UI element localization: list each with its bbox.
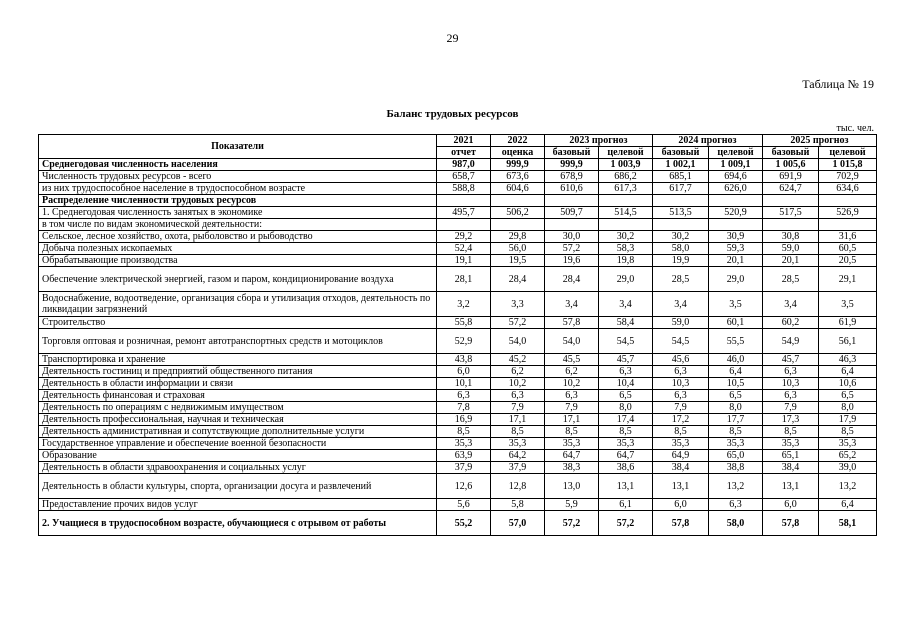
- row-value: 6,0: [653, 499, 709, 511]
- row-value: 35,3: [491, 438, 545, 450]
- row-value: 3,4: [545, 292, 599, 317]
- row-value: 1 009,1: [709, 159, 763, 171]
- row-value: 10,1: [437, 378, 491, 390]
- row-label: Среднегодовая численность населения: [39, 159, 437, 171]
- table-row: [39, 219, 877, 231]
- row-label: 1. Среднегодовая численность занятых в экономике: [39, 207, 437, 219]
- row-value: 588,8: [437, 183, 491, 195]
- row-value: 35,3: [763, 438, 819, 450]
- row-value: 1 015,8: [819, 159, 877, 171]
- row-value: [763, 195, 819, 207]
- row-value: 28,4: [545, 267, 599, 292]
- row-value: 3,4: [763, 292, 819, 317]
- table-row: [39, 511, 877, 536]
- row-value: [545, 219, 599, 231]
- row-value: 55,5: [709, 329, 763, 354]
- row-value: 6,3: [653, 366, 709, 378]
- row-value: 13,1: [599, 474, 653, 499]
- row-value: 12,6: [437, 474, 491, 499]
- row-label: Обрабатывающие производства: [39, 255, 437, 267]
- row-value: 691,9: [763, 171, 819, 183]
- row-value: 19,6: [545, 255, 599, 267]
- table-row: [39, 183, 877, 195]
- row-value: 58,4: [599, 317, 653, 329]
- row-value: [437, 195, 491, 207]
- table-row: [39, 414, 877, 426]
- table-row: [39, 462, 877, 474]
- table-row: [39, 499, 877, 511]
- row-value: 8,0: [599, 402, 653, 414]
- row-value: 29,0: [599, 267, 653, 292]
- row-value: 38,4: [653, 462, 709, 474]
- row-value: 3,5: [709, 292, 763, 317]
- row-value: 514,5: [599, 207, 653, 219]
- row-value: 10,2: [491, 378, 545, 390]
- row-value: 7,9: [545, 402, 599, 414]
- row-value: 17,4: [599, 414, 653, 426]
- table-row: [39, 195, 877, 207]
- row-value: 30,9: [709, 231, 763, 243]
- row-label: Транспортировка и хранение: [39, 354, 437, 366]
- table-row: [39, 317, 877, 329]
- row-value: 35,3: [437, 438, 491, 450]
- row-value: 30,2: [653, 231, 709, 243]
- row-value: 8,5: [709, 426, 763, 438]
- row-value: 64,7: [599, 450, 653, 462]
- row-value: 6,4: [819, 366, 877, 378]
- row-value: 38,8: [709, 462, 763, 474]
- row-value: 685,1: [653, 171, 709, 183]
- row-value: 37,9: [437, 462, 491, 474]
- row-value: 56,1: [819, 329, 877, 354]
- table-row: [39, 207, 877, 219]
- header-2024-base: базовый: [653, 147, 709, 159]
- row-value: 38,3: [545, 462, 599, 474]
- row-value: 506,2: [491, 207, 545, 219]
- row-value: 626,0: [709, 183, 763, 195]
- row-label: Торговля оптовая и розничная, ремонт автотранспортных средств и мотоциклов: [39, 329, 437, 354]
- header-year-2025: 2025 прогноз: [763, 135, 877, 147]
- row-value: 3,2: [437, 292, 491, 317]
- row-label: Водоснабжение, водоотведение, организация сбора и утилизация отходов, деятельность по ликвидации загрязнений: [39, 292, 437, 317]
- table-title: Баланс трудовых ресурсов: [386, 108, 519, 120]
- row-value: 8,0: [709, 402, 763, 414]
- row-value: 55,8: [437, 317, 491, 329]
- row-value: 10,3: [653, 378, 709, 390]
- row-value: 509,7: [545, 207, 599, 219]
- row-value: 31,6: [819, 231, 877, 243]
- row-value: 10,6: [819, 378, 877, 390]
- row-value: 19,1: [437, 255, 491, 267]
- header-report: отчет: [437, 147, 491, 159]
- row-value: 52,9: [437, 329, 491, 354]
- table-row: [39, 354, 877, 366]
- row-value: 7,9: [763, 402, 819, 414]
- row-value: 5,6: [437, 499, 491, 511]
- row-value: 43,8: [437, 354, 491, 366]
- row-value: 57,2: [545, 243, 599, 255]
- row-value: 526,9: [819, 207, 877, 219]
- row-value: 52,4: [437, 243, 491, 255]
- header-year-2023: 2023 прогноз: [545, 135, 653, 147]
- row-value: 61,9: [819, 317, 877, 329]
- row-value: 28,5: [763, 267, 819, 292]
- row-value: 35,3: [709, 438, 763, 450]
- row-value: 54,9: [763, 329, 819, 354]
- row-value: [653, 219, 709, 231]
- row-value: 20,5: [819, 255, 877, 267]
- row-value: 6,3: [491, 390, 545, 402]
- row-value: 6,5: [599, 390, 653, 402]
- row-value: 37,9: [491, 462, 545, 474]
- row-value: 29,0: [709, 267, 763, 292]
- row-value: 45,2: [491, 354, 545, 366]
- row-value: 46,0: [709, 354, 763, 366]
- row-value: 60,1: [709, 317, 763, 329]
- row-value: 54,0: [545, 329, 599, 354]
- header-2025-base: базовый: [763, 147, 819, 159]
- row-value: 1 002,1: [653, 159, 709, 171]
- row-label: Деятельность в области информации и связи: [39, 378, 437, 390]
- row-value: 59,0: [653, 317, 709, 329]
- row-value: 6,0: [437, 366, 491, 378]
- row-value: 58,3: [599, 243, 653, 255]
- table-row: [39, 267, 877, 292]
- row-value: 58,1: [819, 511, 877, 536]
- row-value: 64,9: [653, 450, 709, 462]
- row-value: 686,2: [599, 171, 653, 183]
- row-value: 6,3: [545, 390, 599, 402]
- row-value: 6,3: [599, 366, 653, 378]
- row-value: 57,8: [545, 317, 599, 329]
- row-value: [653, 195, 709, 207]
- row-value: 678,9: [545, 171, 599, 183]
- row-value: [545, 195, 599, 207]
- row-value: 13,1: [763, 474, 819, 499]
- row-value: 45,7: [599, 354, 653, 366]
- row-value: 8,5: [491, 426, 545, 438]
- row-label: Добыча полезных ископаемых: [39, 243, 437, 255]
- row-value: [599, 219, 653, 231]
- row-label: Образование: [39, 450, 437, 462]
- row-value: 3,5: [819, 292, 877, 317]
- row-label: Деятельность профессиональная, научная и техническая: [39, 414, 437, 426]
- row-value: 617,7: [653, 183, 709, 195]
- header-year-2022: 2022: [491, 135, 545, 147]
- header-2024-target: целевой: [709, 147, 763, 159]
- header-2025-target: целевой: [819, 147, 877, 159]
- row-value: 702,9: [819, 171, 877, 183]
- row-value: 45,5: [545, 354, 599, 366]
- row-value: 7,9: [491, 402, 545, 414]
- header-2023-base: базовый: [545, 147, 599, 159]
- row-value: 1 005,6: [763, 159, 819, 171]
- row-value: 7,9: [653, 402, 709, 414]
- table-row: [39, 474, 877, 499]
- header-estimate: оценка: [491, 147, 545, 159]
- row-label: Деятельность в области культуры, спорта, организации досуга и развлечений: [39, 474, 437, 499]
- row-value: 38,6: [599, 462, 653, 474]
- row-value: 3,4: [599, 292, 653, 317]
- table-row: [39, 378, 877, 390]
- row-value: 13,2: [709, 474, 763, 499]
- row-value: 8,5: [437, 426, 491, 438]
- row-value: 6,3: [763, 366, 819, 378]
- units-label: тыс. чел.: [836, 123, 874, 134]
- row-value: [491, 195, 545, 207]
- row-value: 46,3: [819, 354, 877, 366]
- row-value: 17,1: [491, 414, 545, 426]
- row-value: 5,9: [545, 499, 599, 511]
- row-value: 17,7: [709, 414, 763, 426]
- row-label: Строительство: [39, 317, 437, 329]
- table-row: [39, 255, 877, 267]
- row-value: 38,4: [763, 462, 819, 474]
- row-value: 658,7: [437, 171, 491, 183]
- row-value: 694,6: [709, 171, 763, 183]
- row-value: 987,0: [437, 159, 491, 171]
- row-value: 3,4: [653, 292, 709, 317]
- row-value: 19,9: [653, 255, 709, 267]
- row-value: 999,9: [545, 159, 599, 171]
- row-value: 19,5: [491, 255, 545, 267]
- row-value: 6,5: [819, 390, 877, 402]
- header-2023-target: целевой: [599, 147, 653, 159]
- row-value: [819, 195, 877, 207]
- row-value: 45,7: [763, 354, 819, 366]
- row-value: 6,3: [709, 499, 763, 511]
- row-label: Деятельность административная и сопутствующие дополнительные услуги: [39, 426, 437, 438]
- header-indicator: Показатели: [39, 135, 437, 159]
- row-value: 495,7: [437, 207, 491, 219]
- row-value: 29,1: [819, 267, 877, 292]
- row-value: 513,5: [653, 207, 709, 219]
- row-value: 56,0: [491, 243, 545, 255]
- row-value: [819, 219, 877, 231]
- table-row: [39, 292, 877, 317]
- row-value: 45,6: [653, 354, 709, 366]
- table-number: Таблица № 19: [802, 77, 874, 91]
- row-value: 634,6: [819, 183, 877, 195]
- row-value: 30,8: [763, 231, 819, 243]
- row-value: [763, 219, 819, 231]
- row-value: 520,9: [709, 207, 763, 219]
- row-label: 2. Учащиеся в трудоспособном возрасте, обучающиеся с отрывом от работы: [39, 511, 437, 536]
- row-value: 20,1: [709, 255, 763, 267]
- row-value: 6,2: [545, 366, 599, 378]
- row-value: [599, 195, 653, 207]
- row-label: Деятельность гостиниц и предприятий общественного питания: [39, 366, 437, 378]
- row-label: Государственное управление и обеспечение военной безопасности: [39, 438, 437, 450]
- row-value: 673,6: [491, 171, 545, 183]
- row-value: 8,5: [599, 426, 653, 438]
- row-value: [709, 195, 763, 207]
- row-value: 55,2: [437, 511, 491, 536]
- row-value: 8,5: [819, 426, 877, 438]
- row-value: 6,4: [819, 499, 877, 511]
- row-value: 30,2: [599, 231, 653, 243]
- row-value: 60,2: [763, 317, 819, 329]
- row-value: 58,0: [709, 511, 763, 536]
- labor-balance-table: [38, 134, 877, 536]
- table-row: [39, 231, 877, 243]
- row-value: 8,5: [545, 426, 599, 438]
- row-value: 59,3: [709, 243, 763, 255]
- row-value: 54,0: [491, 329, 545, 354]
- row-value: 8,5: [653, 426, 709, 438]
- row-value: [437, 219, 491, 231]
- table-row: [39, 390, 877, 402]
- row-value: 58,0: [653, 243, 709, 255]
- row-label: Численность трудовых ресурсов - всего: [39, 171, 437, 183]
- row-value: 29,2: [437, 231, 491, 243]
- row-value: 64,2: [491, 450, 545, 462]
- row-value: 1 003,9: [599, 159, 653, 171]
- row-value: 17,3: [763, 414, 819, 426]
- row-value: 60,5: [819, 243, 877, 255]
- table-body: [39, 159, 877, 536]
- row-value: 7,8: [437, 402, 491, 414]
- row-value: 28,1: [437, 267, 491, 292]
- row-value: 10,4: [599, 378, 653, 390]
- table-row: [39, 159, 877, 171]
- header-year-2021: 2021: [437, 135, 491, 147]
- row-value: 65,2: [819, 450, 877, 462]
- row-value: 54,5: [653, 329, 709, 354]
- row-label: в том числе по видам экономической деятельности:: [39, 219, 437, 231]
- row-value: 617,3: [599, 183, 653, 195]
- row-label: Распределение численности трудовых ресурсов: [39, 195, 437, 207]
- row-value: 16,9: [437, 414, 491, 426]
- row-value: 35,3: [819, 438, 877, 450]
- row-value: 64,7: [545, 450, 599, 462]
- row-value: 10,3: [763, 378, 819, 390]
- row-value: 17,1: [545, 414, 599, 426]
- row-value: 13,1: [653, 474, 709, 499]
- table-row: [39, 366, 877, 378]
- page-number: 29: [446, 31, 459, 45]
- row-value: 17,2: [653, 414, 709, 426]
- row-value: 610,6: [545, 183, 599, 195]
- row-value: 35,3: [653, 438, 709, 450]
- row-value: 20,1: [763, 255, 819, 267]
- table-row: [39, 329, 877, 354]
- row-label: Обеспечение электрической энергией, газом и паром, кондиционирование воздуха: [39, 267, 437, 292]
- row-value: 57,8: [653, 511, 709, 536]
- row-value: 59,0: [763, 243, 819, 255]
- table-header: [39, 135, 877, 159]
- row-value: 10,2: [545, 378, 599, 390]
- row-value: 28,5: [653, 267, 709, 292]
- row-value: 6,3: [763, 390, 819, 402]
- row-value: 3,3: [491, 292, 545, 317]
- table-row: [39, 243, 877, 255]
- row-value: 517,5: [763, 207, 819, 219]
- row-value: 5,8: [491, 499, 545, 511]
- row-value: 6,4: [709, 366, 763, 378]
- row-value: 63,9: [437, 450, 491, 462]
- row-value: [709, 219, 763, 231]
- row-value: 6,2: [491, 366, 545, 378]
- row-label: Деятельность финансовая и страховая: [39, 390, 437, 402]
- row-label: из них трудоспособное население в трудоспособном возрасте: [39, 183, 437, 195]
- row-value: 29,8: [491, 231, 545, 243]
- row-value: 57,2: [545, 511, 599, 536]
- row-value: 19,8: [599, 255, 653, 267]
- row-value: 13,2: [819, 474, 877, 499]
- row-value: 624,7: [763, 183, 819, 195]
- table-row: [39, 402, 877, 414]
- row-label: Деятельность по операциям с недвижимым имуществом: [39, 402, 437, 414]
- row-value: 28,4: [491, 267, 545, 292]
- row-label: Предоставление прочих видов услуг: [39, 499, 437, 511]
- row-value: 57,0: [491, 511, 545, 536]
- row-value: 57,2: [599, 511, 653, 536]
- row-value: 999,9: [491, 159, 545, 171]
- row-value: 10,5: [709, 378, 763, 390]
- row-value: 30,0: [545, 231, 599, 243]
- row-label: Деятельность в области здравоохранения и социальных услуг: [39, 462, 437, 474]
- table-row: [39, 171, 877, 183]
- header-year-2024: 2024 прогноз: [653, 135, 763, 147]
- row-value: 39,0: [819, 462, 877, 474]
- row-value: 57,2: [491, 317, 545, 329]
- row-value: 6,1: [599, 499, 653, 511]
- row-value: 6,0: [763, 499, 819, 511]
- row-value: 8,5: [763, 426, 819, 438]
- row-value: 8,0: [819, 402, 877, 414]
- row-value: 6,3: [437, 390, 491, 402]
- row-value: 17,9: [819, 414, 877, 426]
- row-value: 57,8: [763, 511, 819, 536]
- table-row: [39, 438, 877, 450]
- row-value: [491, 219, 545, 231]
- row-value: 604,6: [491, 183, 545, 195]
- table-row: [39, 426, 877, 438]
- row-value: 65,1: [763, 450, 819, 462]
- row-value: 35,3: [599, 438, 653, 450]
- row-value: 6,3: [653, 390, 709, 402]
- row-label: Сельское, лесное хозяйство, охота, рыболовство и рыбоводство: [39, 231, 437, 243]
- row-value: 12,8: [491, 474, 545, 499]
- row-value: 65,0: [709, 450, 763, 462]
- table-row: [39, 450, 877, 462]
- row-value: 35,3: [545, 438, 599, 450]
- row-value: 6,5: [709, 390, 763, 402]
- row-value: 54,5: [599, 329, 653, 354]
- row-value: 13,0: [545, 474, 599, 499]
